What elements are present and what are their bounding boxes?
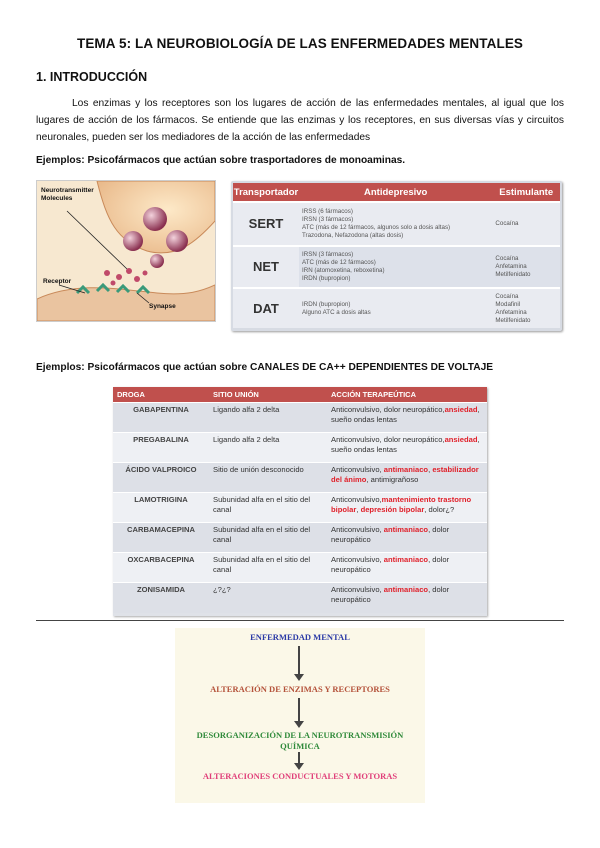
antidepressant-cell [299, 246, 492, 288]
therapeutic-action [327, 493, 487, 523]
antidepressant-item: IRN (atomoxetina, reboxetina) [302, 267, 385, 274]
antidepressant-item: IRSS (6 fármacos) [302, 208, 353, 215]
page-title: TEMA 5: LA NEUROBIOLOGÍA DE LAS ENFERMEDADES MENTALES [76, 36, 524, 51]
flow-arrow-1 [298, 646, 300, 676]
binding-site: Ligando alfa 2 delta [209, 433, 327, 463]
binding-site: Subunidad alfa en el sitio del canal [209, 523, 327, 553]
flow-step-3b: QUÍMICA [280, 741, 320, 751]
stimulant-item: Anfetamina [495, 263, 527, 270]
action-text: , dolor neuropático [331, 555, 450, 574]
drug-name: ÁCIDO VALPROICO [113, 463, 209, 493]
therapeutic-action [327, 553, 487, 583]
transporter-name: SERT [233, 202, 299, 246]
header-sitio-union: SITIO UNIÓN [209, 387, 327, 403]
flow-step-3a: DESORGANIZACIÓN DE LA NEUROTRANSMISIÓN [196, 730, 404, 740]
transporter-name: DAT [233, 288, 299, 328]
highlighted-action: antimaniaco [383, 465, 429, 474]
drug-row [113, 523, 487, 553]
antidepressant-item: IRSN (3 fármacos) [302, 251, 354, 258]
therapeutic-action [327, 403, 487, 433]
intro-paragraph [36, 95, 564, 146]
drug-name: GABAPENTINA [113, 403, 209, 433]
drug-row [113, 583, 487, 613]
header-droga: DROGA [113, 387, 209, 403]
highlighted-action: mantenimiento trastorno bipolar [331, 495, 472, 514]
binding-site: ¿?¿? [209, 583, 327, 613]
drug-row [113, 493, 487, 523]
action-text: , dolor¿? [424, 505, 455, 514]
antidepressant-cell [299, 288, 492, 328]
antidepressant-item: Alguno ATC a dosis altas [302, 308, 371, 316]
antidepressant-item: IRDN (bupropion) [302, 300, 351, 308]
stimulant-item: Metilfenidato [495, 271, 531, 278]
flow-arrowhead-2 [294, 721, 304, 728]
highlighted-action: depresión bipolar [360, 505, 425, 514]
highlighted-action: antimaniaco [383, 525, 429, 534]
antidepressant-item: ATC (más de 12 fármacos, algunos solo a dosis altas) [302, 224, 451, 231]
therapeutic-action [327, 463, 487, 493]
drug-row [113, 463, 487, 493]
intro-text: Los enzimas y los receptores son los lugares de acción de las enfermedades mentales, al igual que los lugares de acción de los fármacos. Se entiende que las enzimas y los receptores, en sus diversas vías y circuitos neuronales, pueden ser los mediadores de la acción de las enfermedades [36, 98, 564, 143]
action-text: , dolor neuropático [331, 585, 450, 604]
drug-row [113, 403, 487, 433]
action-text: , [356, 505, 361, 514]
drug-name: OXCARBACEPINA [113, 553, 209, 583]
action-text: , [428, 465, 433, 474]
flow-arrowhead-1 [294, 674, 304, 681]
flow-diagram [175, 628, 425, 803]
flow-arrowhead-3 [294, 763, 304, 770]
divider [36, 620, 564, 621]
stimulant-cell [492, 288, 560, 328]
header-estimulante: Estimulante [492, 183, 560, 202]
highlighted-action: ansiedad [444, 405, 478, 414]
action-text: Anticonvulsivo, dolor neuropático, [331, 435, 445, 444]
header-accion: ACCIÓN TERAPEÚTICA [327, 387, 487, 403]
flow-step-4: ALTERACIONES CONDUCTUALES Y MOTORAS [202, 771, 398, 781]
drug-row [113, 553, 487, 583]
example-heading-monoamines: Ejemplos: Psicofármacos que actúan sobre trasportadores de monoaminas. [36, 155, 406, 166]
stimulant-item: Cocaína [495, 292, 519, 300]
stimulant-item: Modafinil [495, 300, 521, 308]
molecules-label: Neurotransmitter Molecules [41, 187, 94, 202]
highlighted-action: antimaniaco [383, 555, 429, 564]
antidepressant-item: ATC (más de 12 fármacos) [302, 259, 376, 266]
stimulant-item: Metilfenidato [495, 316, 531, 324]
binding-site: Ligando alfa 2 delta [209, 403, 327, 433]
antidepressant-cell [299, 202, 492, 246]
action-text: Anticonvulsivo, [331, 525, 384, 534]
antidepressant-item: Trazodona, Nefazodona (altas dosis) [302, 232, 404, 239]
binding-site: Sitio de unión desconocido [209, 463, 327, 493]
transporter-table [231, 181, 562, 331]
binding-site: Subunidad alfa en el sitio del canal [209, 493, 327, 523]
binding-site: Subunidad alfa en el sitio del canal [209, 553, 327, 583]
antidepressant-item: IRSN (3 fármacos) [302, 216, 354, 223]
action-text: Anticonvulsivo, [331, 465, 384, 474]
therapeutic-action [327, 433, 487, 463]
action-text: , dolor neuropático [331, 525, 450, 544]
transporter-row [233, 202, 560, 246]
action-text: Anticonvulsivo, [331, 555, 384, 564]
highlighted-action: ansiedad [444, 435, 478, 444]
example-heading-calcium-channels: Ejemplos: Psicofármacos que actúan sobre CANALES DE CA++ DEPENDIENTES DE VOLTAJE [36, 362, 494, 373]
drug-name: PREGABALINA [113, 433, 209, 463]
stimulant-cell [492, 246, 560, 288]
action-text: Anticonvulsivo, [331, 495, 382, 504]
receptor-label: Receptor [43, 278, 72, 285]
antidepressant-item: IRDN (bupropion) [302, 275, 351, 282]
transporter-row [233, 246, 560, 288]
flow-step-2: ALTERACIÓN DE ENZIMAS Y RECEPTORES [210, 684, 390, 694]
action-text: , sueño ondas lentas [331, 405, 480, 424]
action-text: Anticonvulsivo, [331, 585, 384, 594]
highlighted-action: antimaniaco [383, 585, 429, 594]
drug-name: LAMOTRIGINA [113, 493, 209, 523]
synapse-illustration [36, 180, 216, 322]
stimulant-item: Anfetamina [495, 308, 527, 316]
action-text: Anticonvulsivo, dolor neuropático, [331, 405, 445, 414]
drug-name: ZONISAMIDA [113, 583, 209, 613]
action-text: , antimigrañoso [366, 475, 419, 484]
transporter-name: NET [233, 246, 299, 288]
flow-step-1: ENFERMEDAD MENTAL [250, 632, 350, 642]
therapeutic-action [327, 583, 487, 613]
section-heading: 1. INTRODUCCIÓN [36, 70, 148, 84]
drug-table [113, 387, 487, 616]
action-text: , sueño ondas lentas [331, 435, 480, 454]
stimulant-item: Cocaína [495, 255, 519, 262]
synapse-label: Synapse [149, 303, 176, 310]
transporter-row [233, 288, 560, 328]
header-transportador: Transportador [233, 183, 299, 202]
drug-name: CARBAMACEPINA [113, 523, 209, 553]
stimulant-item: Cocaína [495, 220, 519, 227]
header-antidepresivo: Antidepresivo [299, 183, 492, 202]
therapeutic-action [327, 523, 487, 553]
drug-row [113, 433, 487, 463]
stimulant-cell [492, 202, 560, 246]
highlighted-action: estabilizador del ánimo [331, 465, 479, 484]
